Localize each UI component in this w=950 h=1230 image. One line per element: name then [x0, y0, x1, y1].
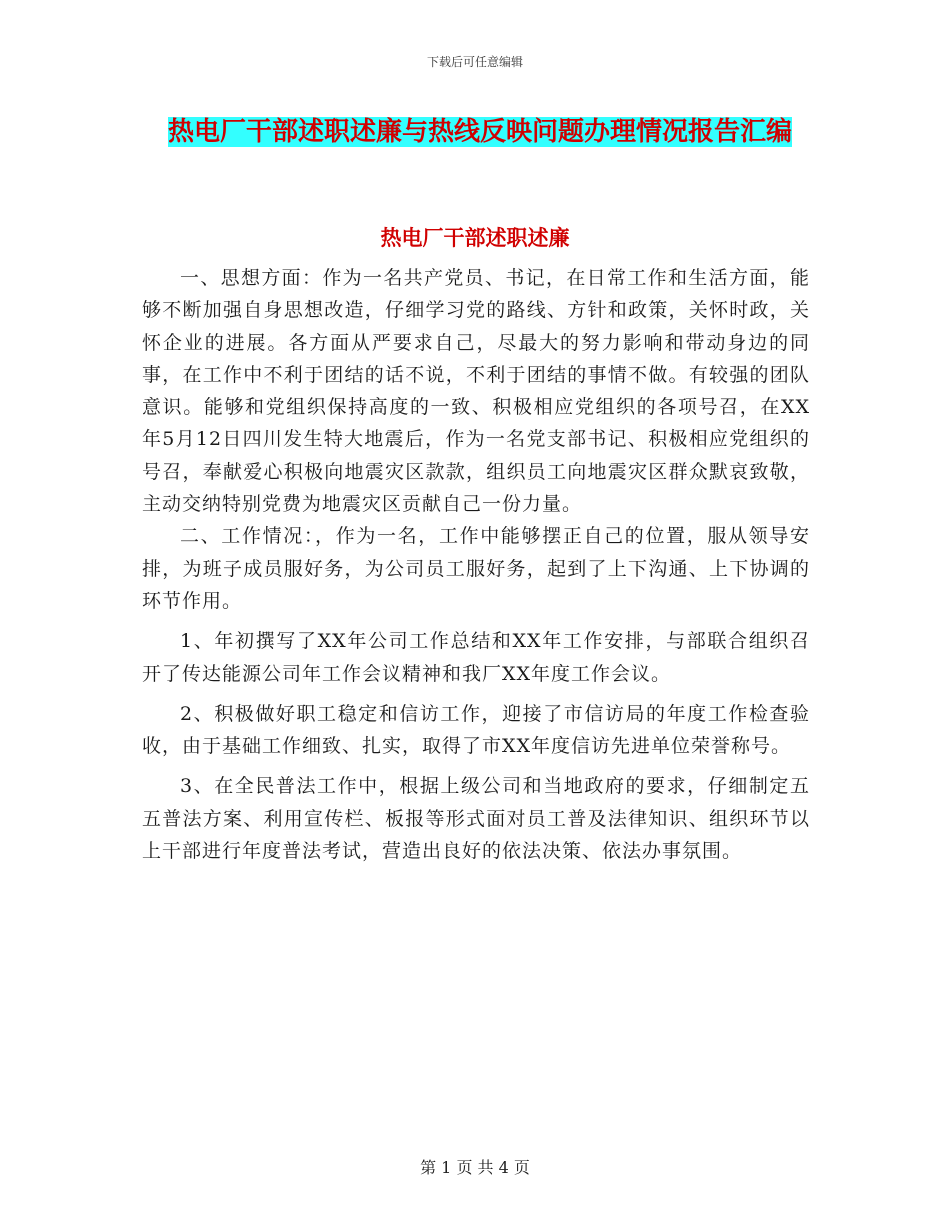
- page-number: 第 1 页 共 4 页: [420, 1158, 530, 1177]
- paragraph-item-1: 1、年初撰写了XX年公司工作总结和XX年工作安排，与部联合组织召开了传达能源公司年工作会议精神和我厂XX年度工作会议。: [142, 630, 810, 685]
- paragraph-item-3: 3、在全民普法工作中，根据上级公司和当地政府的要求，仔细制定五五普法方案、利用宣传栏、板报等形式面对员工普及法律知识、组织环节以上干部进行年度普法考试，营造出良好的依法决策、依法办事氛围。: [142, 775, 810, 863]
- paragraph-thought: 一、思想方面：作为一名共产党员、书记，在日常工作和生活方面，能够不断加强自身思想改造，仔细学习党的路线、方针和政策，关怀时政，关怀企业的进展。各方面从严要求自己，尽最大的努力影响和带动身边的同事，在工作中不利于团结的话不说，不利于团结的事情不做。有较强的团队意识。能够和党组织保持高度的一致、积极相应党组织的各项号召，在XX年5月12日四川发生特大地震后，作为一名党支部书记、积极相应党组织的号召，奉献爱心积极向地震灾区款款，组织员工向地震灾区群众默哀致敬，主动交纳特别党费为地震灾区贡献自己一份力量。: [142, 267, 810, 516]
- paragraph-work: 二、工作情况：，作为一名，工作中能够摆正自己的位置，服从领导安排，为班子成员服好务，为公司员工服好务，起到了上下沟通、上下协调的环节作用。: [142, 525, 810, 612]
- paragraph-item-2: 2、积极做好职工稳定和信访工作，迎接了市信访局的年度工作检查验收，由于基础工作细致、扎实，取得了市XX年度信访先进单位荣誉称号。: [142, 702, 810, 758]
- section-title: 热电厂干部述职述廉: [380, 226, 570, 250]
- page-header-note: 下载后可任意编辑: [426, 55, 523, 69]
- document-body: [142, 262, 810, 867]
- document-title: [140, 110, 820, 154]
- document-title-text: 热电厂干部述职述廉与热线反映问题办理情况报告汇编: [167, 117, 792, 147]
